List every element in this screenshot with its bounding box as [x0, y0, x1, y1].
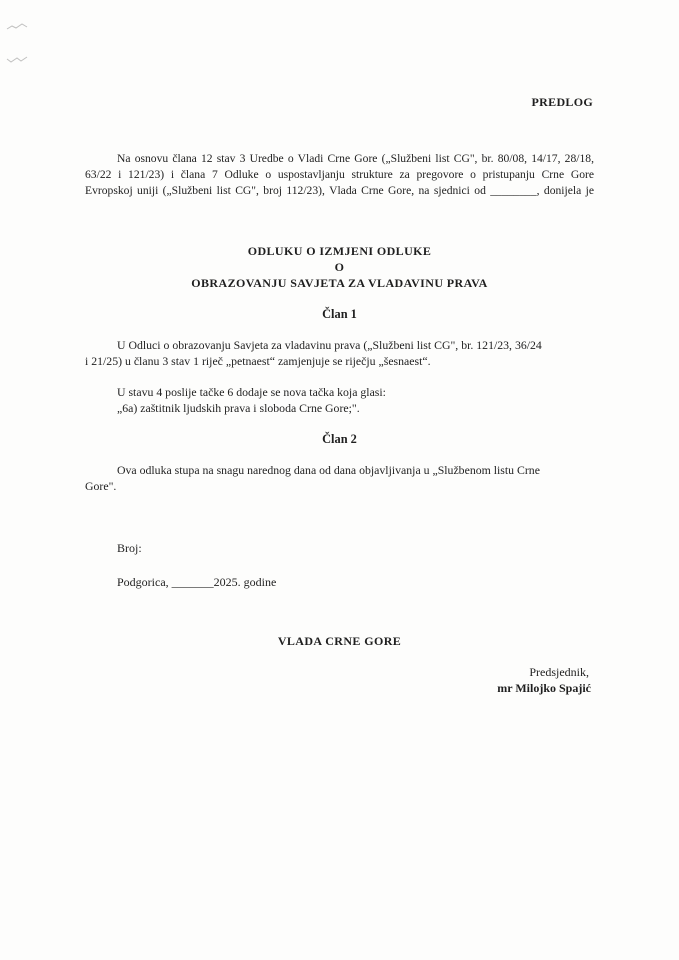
- preamble-line: Evropskoj uniji („Službeni list CG", broj 112/23), Vlada Crne Gore, na sjednici od ________, donijela je: [85, 184, 594, 197]
- article-2-heading: Član 2: [322, 432, 357, 446]
- preamble-paragraph: [85, 151, 594, 199]
- scan-artifact-icon: [6, 55, 28, 65]
- article-1-text: U stavu 4 poslije tačke 6 dodaje se nova tačka koja glasi:: [117, 385, 386, 399]
- article-1-text: U Odluci o obrazovanju Savjeta za vladavinu prava („Službeni list CG", br. 121/23, 36/24: [117, 338, 542, 352]
- decision-title-line: O: [334, 260, 345, 274]
- article-1-text: „6a) zaštitnik ljudskih prava i sloboda Crne Gore;".: [117, 401, 360, 415]
- preamble-line: 63/22 i 121/23) i člana 7 Odluke o uspostavljanju strukture za pregovore o pristupanju Crne Gore: [85, 168, 594, 181]
- document-status-label: PREDLOG: [531, 95, 593, 109]
- scan-artifact-icon: [6, 22, 28, 32]
- article-2-text: Ova odluka stupa na snagu narednog dana od dana objavljivanja u „Službenom listu Crne: [117, 463, 540, 477]
- article-1-text: i 21/25) u članu 3 stav 1 riječ „petnaest“ zamjenjuje se riječju „šesnaest“.: [85, 354, 431, 368]
- decision-title-line: OBRAZOVANJU SAVJETA ZA VLADAVINU PRAVA: [191, 276, 488, 290]
- document-number-label: Broj:: [117, 541, 142, 555]
- signer-name: mr Milojko Spajić: [497, 681, 591, 695]
- place-and-date: Podgorica, _______2025. godine: [117, 575, 277, 589]
- signer-role: Predsjednik,: [529, 665, 589, 679]
- government-name: VLADA CRNE GORE: [277, 634, 402, 648]
- article-2-text: Gore".: [85, 479, 117, 493]
- preamble-line: Na osnovu člana 12 stav 3 Uredbe o Vladi Crne Gore („Službeni list CG", br. 80/08, 14/17, 28/18,: [117, 152, 594, 165]
- decision-title-line: ODLUKU O IZMJENI ODLUKE: [247, 244, 432, 258]
- article-1-heading: Član 1: [322, 307, 357, 321]
